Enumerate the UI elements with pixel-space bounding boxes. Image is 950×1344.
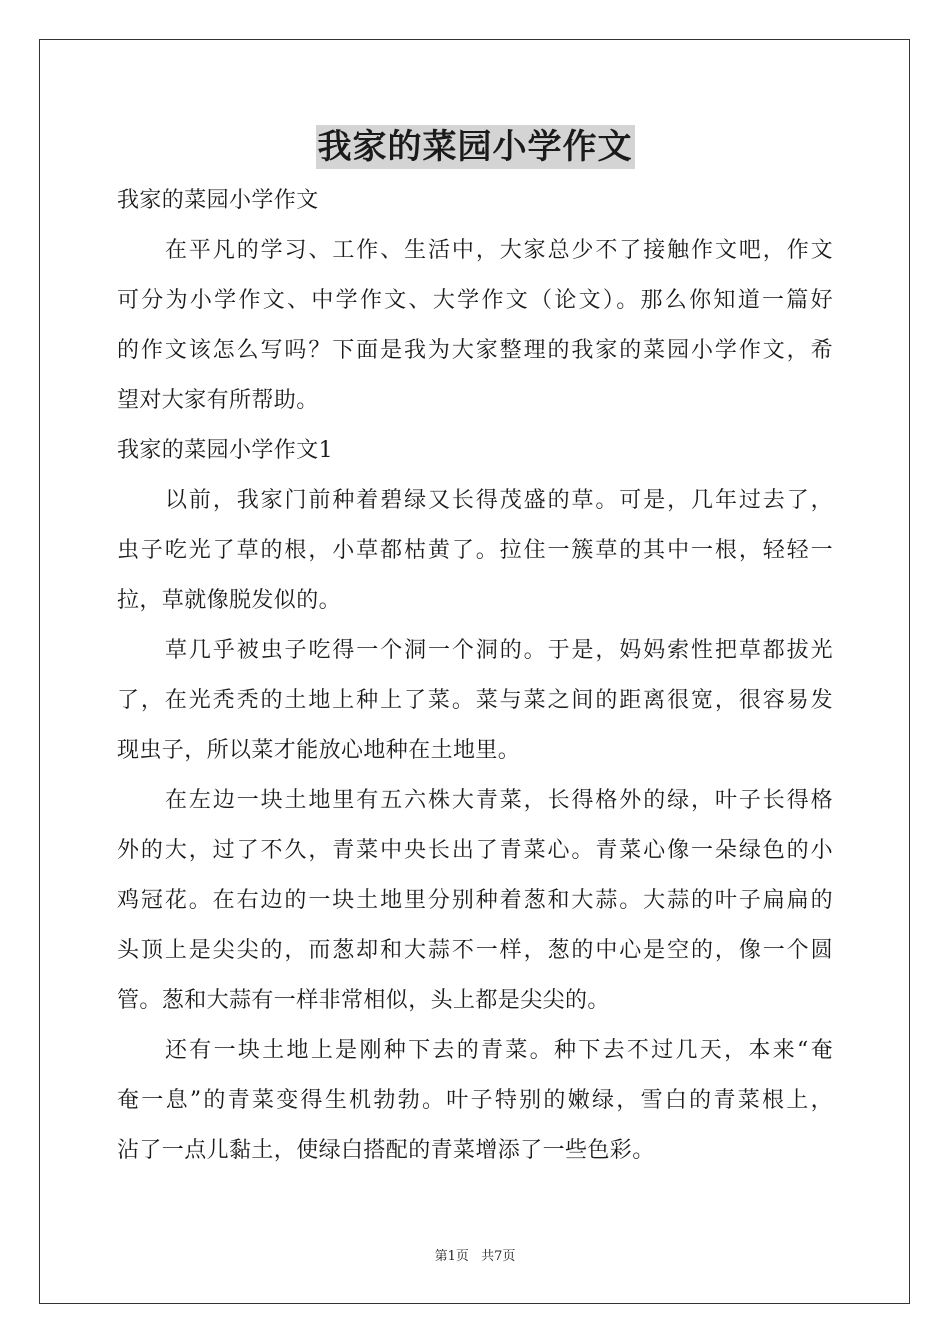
text-line: 现虫子，所以菜才能放心地种在土地里。 (117, 738, 521, 763)
text-line: 的作文该怎么写吗？下面是我为大家整理的我家的菜园小学作文，希 (117, 338, 833, 363)
text-line: 在左边一块土地里有五六株大青菜，长得格外的绿，叶子长得格 (165, 788, 833, 813)
text-line: 草几乎被虫子吃得一个洞一个洞的。于是，妈妈索性把草都拔光 (165, 638, 833, 663)
text-line: 虫子吃光了草的根，小草都枯黄了。拉住一簇草的其中一根，轻轻一 (117, 538, 833, 563)
text-line: 拉，草就像脱发似的。 (117, 588, 342, 613)
page-total: 共7页 (481, 1249, 516, 1264)
text-line: 外的大，过了不久，青菜中央长出了青菜心。青菜心像一朵绿色的小 (117, 838, 833, 863)
text-line: 我家的菜园小学作文1 (117, 438, 333, 463)
text-line: 我家的菜园小学作文 (117, 188, 319, 213)
text-line: 望对大家有所帮助。 (117, 388, 319, 413)
page-number: 第1页 (434, 1249, 469, 1264)
title-container (0, 125, 950, 169)
text-line: 可分为小学作文、中学作文、大学作文（论文）。那么你知道一篇好 (117, 288, 833, 313)
text-line: 还有一块土地上是刚种下去的青菜。种下去不过几天，本来“奄 (165, 1038, 833, 1063)
text-line: 在平凡的学习、工作、生活中，大家总少不了接触作文吧，作文 (165, 238, 833, 263)
text-line: 以前，我家门前种着碧绿又长得茂盛的草。可是，几年过去了， (165, 488, 833, 513)
text-line: 了，在光秃秃的土地上种上了菜。菜与菜之间的距离很宽，很容易发 (117, 688, 833, 713)
text-line: 头顶上是尖尖的，而葱却和大蒜不一样，葱的中心是空的，像一个圆 (117, 938, 833, 963)
text-line: 沾了一点儿黏土，使绿白搭配的青菜增添了一些色彩。 (117, 1138, 655, 1163)
document-body (117, 176, 833, 1176)
text-line: 管。葱和大蒜有一样非常相似，头上都是尖尖的。 (117, 988, 610, 1013)
document-title: 我家的菜园小学作文 (317, 127, 633, 167)
text-line: 鸡冠花。在右边的一块土地里分别种着葱和大蒜。大蒜的叶子扁扁的 (117, 888, 833, 913)
text-line: 奄一息”的青菜变得生机勃勃。叶子特别的嫩绿，雪白的青菜根上， (117, 1088, 833, 1113)
page-footer (0, 1248, 950, 1266)
